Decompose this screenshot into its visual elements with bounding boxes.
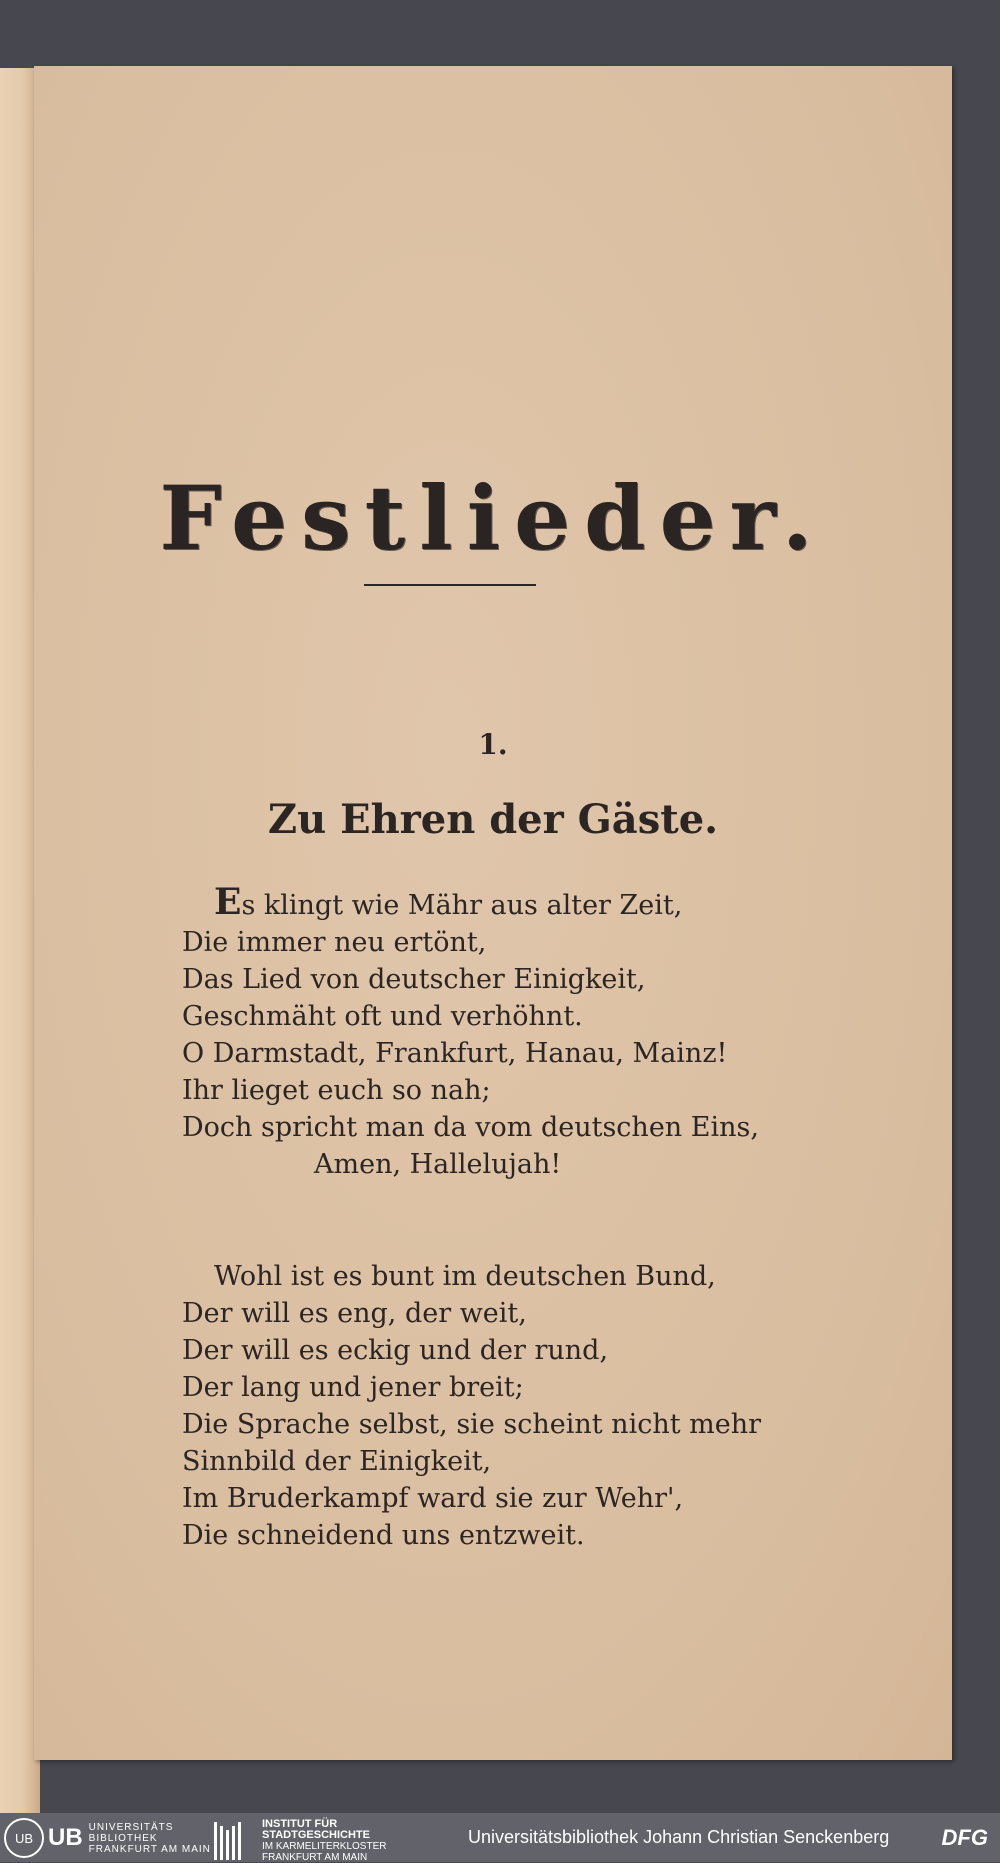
ub-sub-line: BIBLIOTHEK (88, 1832, 158, 1844)
poem-line: Sinnbild der Einigkeit, (182, 1446, 492, 1477)
stanza-1 (182, 881, 882, 1183)
ub-sub-line: UNIVERSITÄTS (88, 1821, 174, 1833)
poem-number: 1. (478, 728, 508, 761)
poem-line: Die Sprache selbst, sie scheint nicht mehr (182, 1409, 762, 1440)
ub-sub-line: FRANKFURT AM MAIN (88, 1843, 211, 1855)
poem-line: Der will es eckig und der rund, (182, 1335, 609, 1366)
poem-line: Die schneidend uns entzweit. (182, 1520, 585, 1551)
poem-line: Die immer neu ertönt, (182, 927, 487, 958)
isg-line: FRANKFURT AM MAIN (262, 1852, 368, 1863)
poem-title: Zu Ehren der Gäste. (267, 796, 719, 843)
book-page (34, 66, 952, 1760)
poem-line: Doch spricht man da vom deutschen Eins, (182, 1112, 759, 1143)
isg-logo[interactable] (214, 1819, 386, 1863)
poem-line: Wohl ist es bunt im deutschen Bund, (214, 1261, 716, 1292)
poem-line: Geschmäht oft und verhöhnt. (182, 1001, 583, 1032)
footer-bar (0, 1813, 1000, 1862)
poem-line: Im Bruderkampf ward sie zur Wehr', (182, 1483, 684, 1514)
ub-logo-text: UB (48, 1824, 83, 1851)
isg-columns-icon (214, 1822, 254, 1860)
title-divider (364, 584, 536, 586)
dfg-logo[interactable]: DFG (941, 1825, 988, 1850)
page-title: Festlieder. (159, 466, 827, 570)
poem-line: Ihr lieget euch so nah; (182, 1075, 491, 1106)
ub-logo-subtitle (89, 1822, 211, 1855)
poem-line: Der will es eng, der weit, (182, 1298, 527, 1329)
isg-line: STADTGESCHICHTE (262, 1829, 370, 1841)
isg-line: IM KARMELITERKLOSTER (262, 1841, 387, 1852)
library-name[interactable]: Universitätsbibliothek Johann Christian Senckenberg (468, 1827, 890, 1847)
poem-line: Amen, Hallelujah! (314, 1149, 562, 1180)
poem-line-text: s klingt wie Mähr aus alter Zeit, (241, 890, 683, 921)
poem-line: O Darmstadt, Frankfurt, Hanau, Mainz! (182, 1038, 728, 1069)
poem-line: Das Lied von deutscher Einigkeit, (182, 964, 646, 995)
poem-line (182, 881, 882, 924)
ub-logo[interactable] (4, 1819, 211, 1857)
ub-seal-icon: UB (4, 1818, 44, 1858)
poem-line: Der lang und jener breit; (182, 1372, 524, 1403)
isg-logo-text (262, 1819, 386, 1863)
isg-line: INSTITUT FÜR (262, 1818, 338, 1830)
drop-cap: E (214, 881, 242, 923)
stanza-2 (182, 1258, 882, 1554)
